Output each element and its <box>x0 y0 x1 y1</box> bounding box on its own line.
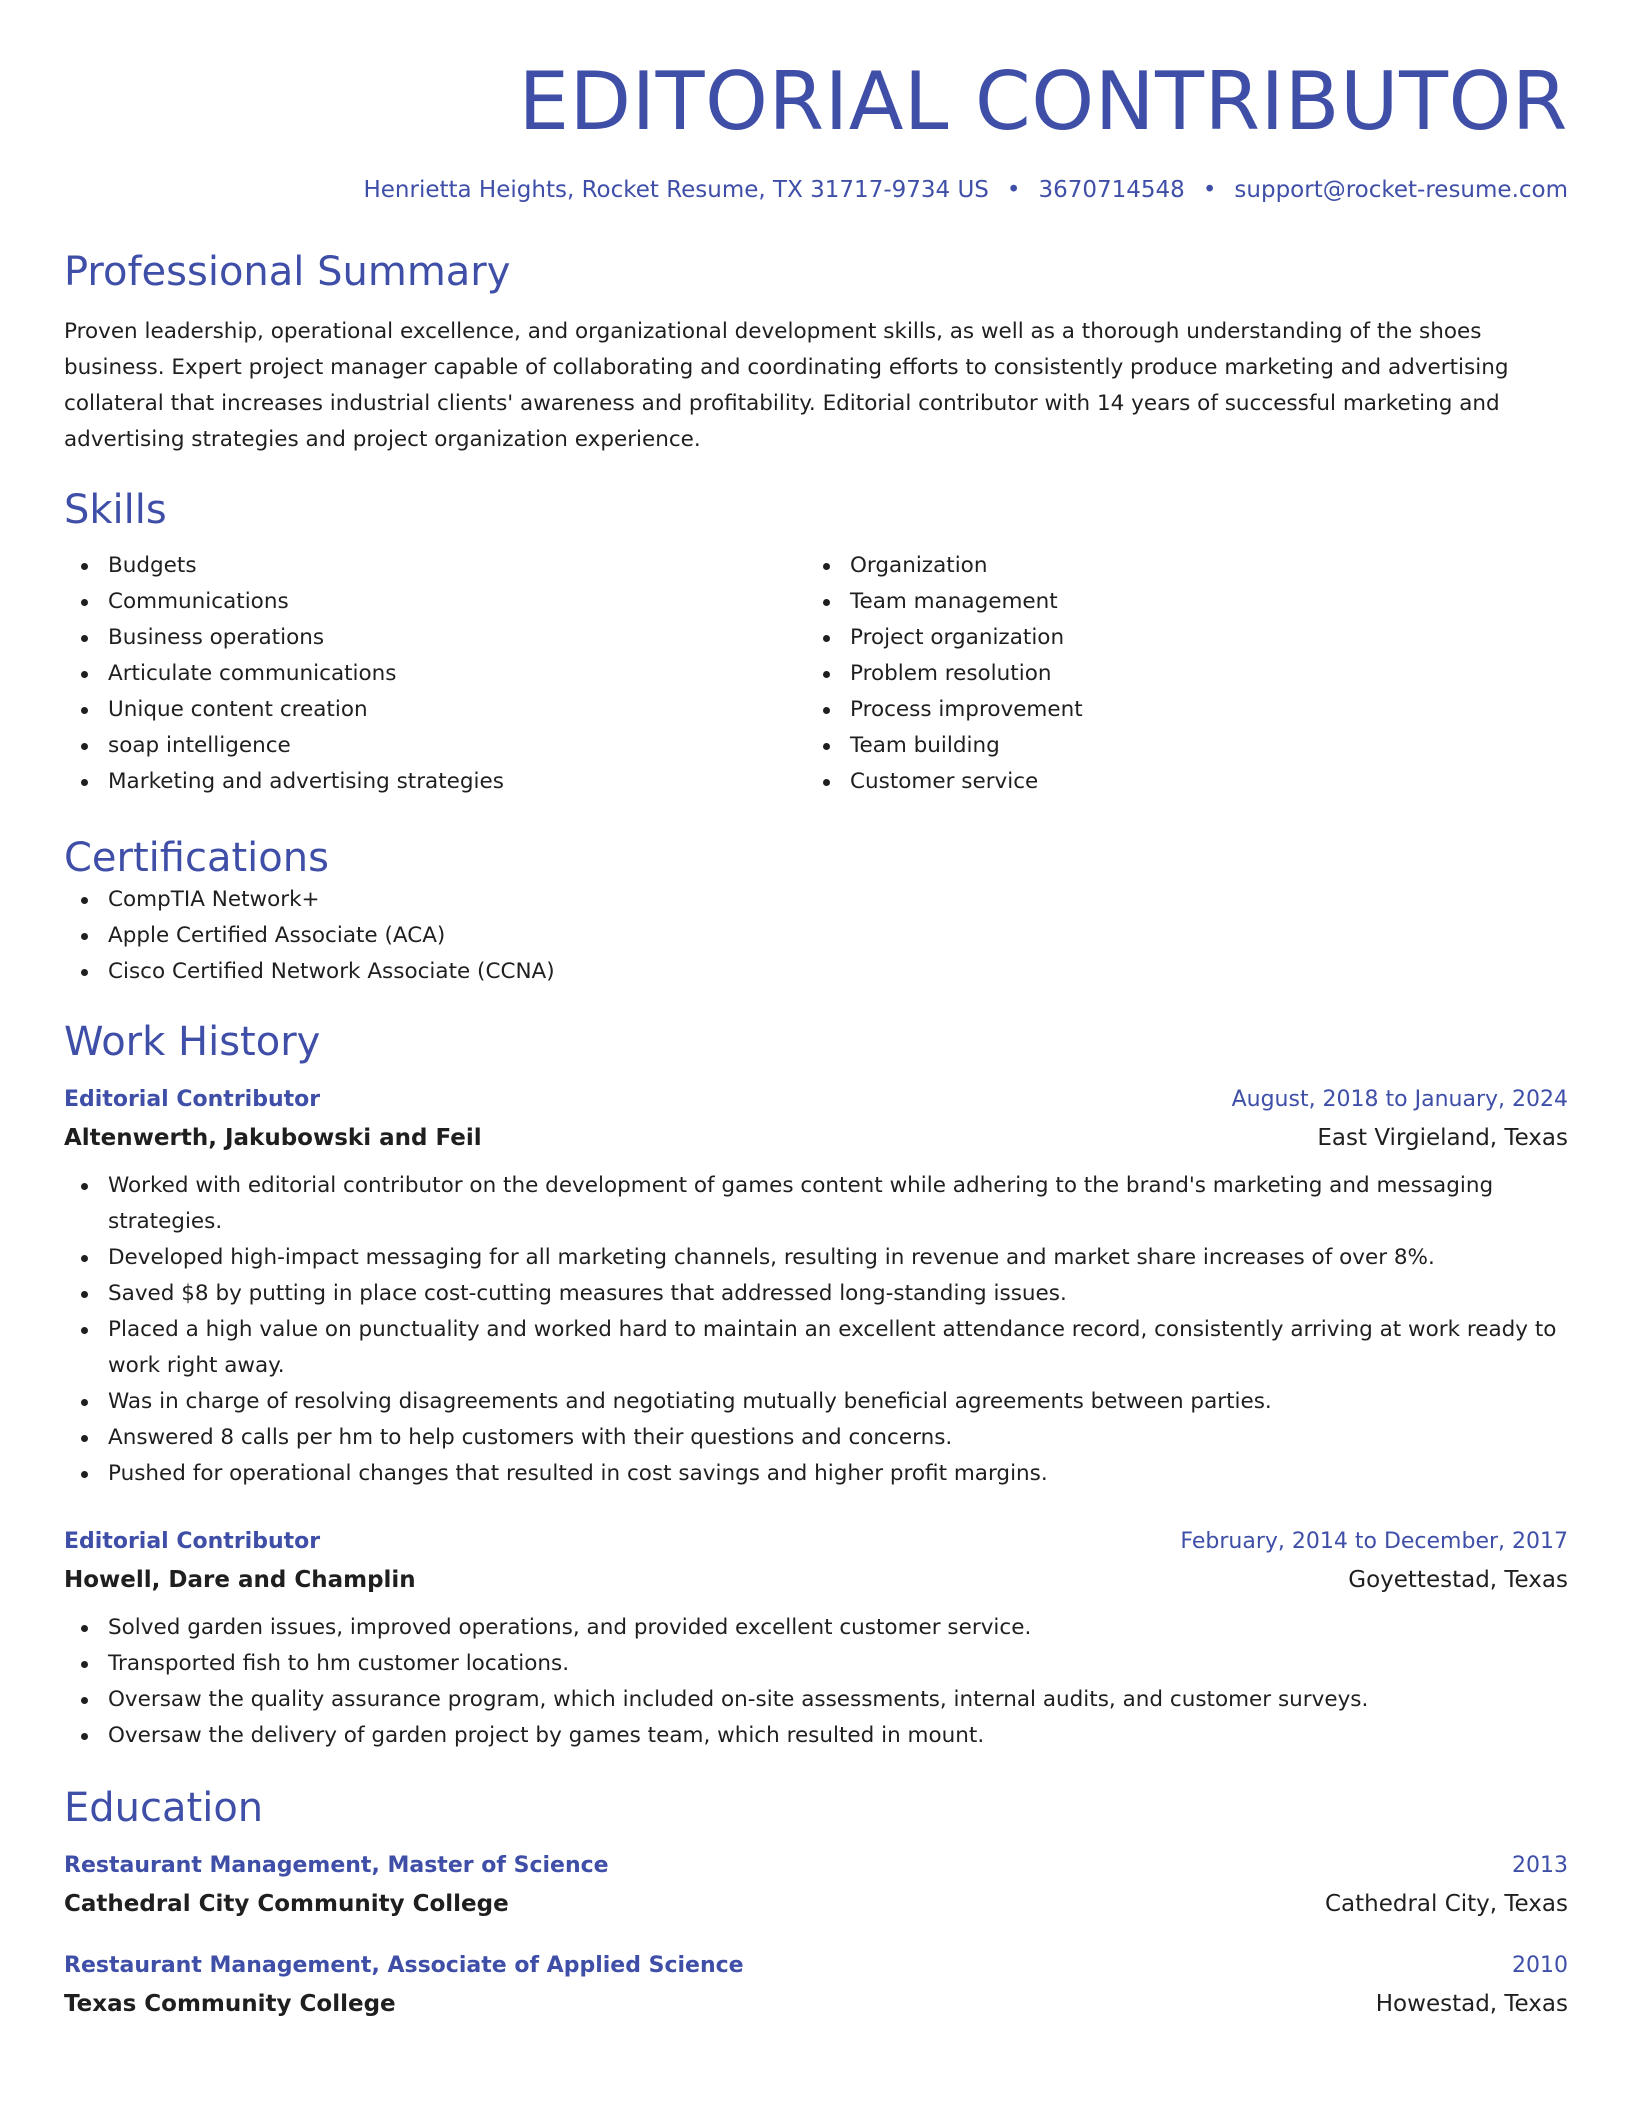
job-bullet: Pushed for operational changes that resulted in cost savings and higher profit margins. <box>64 1456 1568 1492</box>
job-bullet: Oversaw the quality assurance program, which included on-site assessments, internal audits, and customer surveys. <box>64 1682 1568 1718</box>
resume-title: EDITORIAL CONTRIBUTOR <box>518 55 1568 148</box>
summary-text: Proven leadership, operational excellence, and organizational development skills, as well as a thorough understanding of the shoes business. Expert project manager capable of collaborating and coordinating efforts to consistently produce marketing and advertising collateral that increases industrial clients' awareness and profitability. Editorial contributor with 14 years of successful marketing and advertising strategies and project organization experience. <box>64 319 1509 452</box>
job-company: Howell, Dare and Champlin <box>64 1567 416 1593</box>
education-heading: Education <box>64 1785 264 1831</box>
education-year: 2010 <box>1512 1953 1568 1978</box>
skill-item: Team building <box>806 728 1548 764</box>
contact-separator: • <box>1006 177 1021 203</box>
skill-item: Unique content creation <box>64 692 806 728</box>
education-year: 2013 <box>1512 1853 1568 1878</box>
education-subheader <box>64 1984 1568 2024</box>
job-subheader <box>64 1118 1568 1158</box>
job-bullet: Saved $8 by putting in place cost-cutting measures that addressed long-standing issues. <box>64 1276 1568 1312</box>
job-dates: February, 2014 to December, 2017 <box>1180 1529 1568 1554</box>
certification-item: Apple Certified Associate (ACA) <box>64 918 1568 954</box>
certification-item: Cisco Certified Network Associate (CCNA) <box>64 954 1568 990</box>
skill-item: soap intelligence <box>64 728 806 764</box>
education-header <box>64 1948 1568 1984</box>
job-location: Goyettestad, Texas <box>1348 1567 1568 1593</box>
skill-item: Process improvement <box>806 692 1548 728</box>
skill-item: Articulate communications <box>64 656 806 692</box>
skill-item: Organization <box>806 548 1548 584</box>
job-entry <box>64 1082 1568 1492</box>
skills-column-right <box>806 548 1548 800</box>
education-school: Texas Community College <box>64 1991 396 2017</box>
skill-item: Customer service <box>806 764 1548 800</box>
education-entry <box>64 1848 1568 1924</box>
skill-item: Marketing and advertising strategies <box>64 764 806 800</box>
job-bullet: Developed high-impact messaging for all marketing channels, resulting in revenue and market share increases of over 8%. <box>64 1240 1568 1276</box>
certifications-heading: Certifications <box>64 835 329 881</box>
summary-heading: Professional Summary <box>64 249 511 295</box>
job-role: Editorial Contributor <box>64 1529 321 1554</box>
contact-separator: • <box>1202 177 1217 203</box>
job-company: Altenwerth, Jakubowski and Feil <box>64 1125 482 1151</box>
education-location: Howestad, Texas <box>1375 1991 1568 2017</box>
skill-item: Budgets <box>64 548 806 584</box>
education-degree: Restaurant Management, Associate of Applied Science <box>64 1953 744 1978</box>
job-role: Editorial Contributor <box>64 1087 321 1112</box>
contact-email[interactable]: support@rocket-resume.com <box>1234 177 1568 203</box>
job-location: East Virgieland, Texas <box>1317 1125 1568 1151</box>
job-subheader <box>64 1560 1568 1600</box>
skill-item: Communications <box>64 584 806 620</box>
job-header <box>64 1082 1568 1118</box>
job-header <box>64 1524 1568 1560</box>
job-bullet: Transported fish to hm customer locations. <box>64 1646 1568 1682</box>
certification-item: CompTIA Network+ <box>64 882 1568 918</box>
skill-item: Problem resolution <box>806 656 1548 692</box>
contact-address: Henrietta Heights, Rocket Resume, TX 31717-9734 US <box>363 177 989 203</box>
education-degree: Restaurant Management, Master of Science <box>64 1853 609 1878</box>
job-bullet: Was in charge of resolving disagreements and negotiating mutually beneficial agreements between parties. <box>64 1384 1568 1420</box>
work-history-heading: Work History <box>64 1019 321 1065</box>
skill-item: Business operations <box>64 620 806 656</box>
job-dates: August, 2018 to January, 2024 <box>1231 1087 1568 1112</box>
education-school: Cathedral City Community College <box>64 1891 509 1917</box>
resume-page <box>64 0 1568 2024</box>
skill-item: Project organization <box>806 620 1548 656</box>
education-header <box>64 1848 1568 1884</box>
job-bullet: Oversaw the delivery of garden project by games team, which resulted in mount. <box>64 1718 1568 1754</box>
contact-phone: 3670714548 <box>1038 177 1185 203</box>
contact-line <box>64 174 1568 206</box>
job-bullets <box>64 1168 1568 1492</box>
job-bullet: Answered 8 calls per hm to help customers with their questions and concerns. <box>64 1420 1568 1456</box>
skills-list-right <box>806 548 1548 800</box>
education-subheader <box>64 1884 1568 1924</box>
education-location: Cathedral City, Texas <box>1324 1891 1568 1917</box>
skills-heading: Skills <box>64 487 167 533</box>
skills-column-left <box>64 548 806 800</box>
skills-grid <box>64 548 1568 800</box>
education-entry <box>64 1948 1568 2024</box>
job-entry <box>64 1524 1568 1754</box>
skills-list-left <box>64 548 806 800</box>
job-bullet: Solved garden issues, improved operations, and provided excellent customer service. <box>64 1610 1568 1646</box>
certifications-list <box>64 882 1568 990</box>
skill-item: Team management <box>806 584 1548 620</box>
job-bullet: Placed a high value on punctuality and worked hard to maintain an excellent attendance record, consistently arriving at work ready to work right away. <box>64 1312 1568 1384</box>
job-bullets <box>64 1610 1568 1754</box>
job-bullet: Worked with editorial contributor on the development of games content while adhering to the brand's marketing and messaging strategies. <box>64 1168 1568 1240</box>
